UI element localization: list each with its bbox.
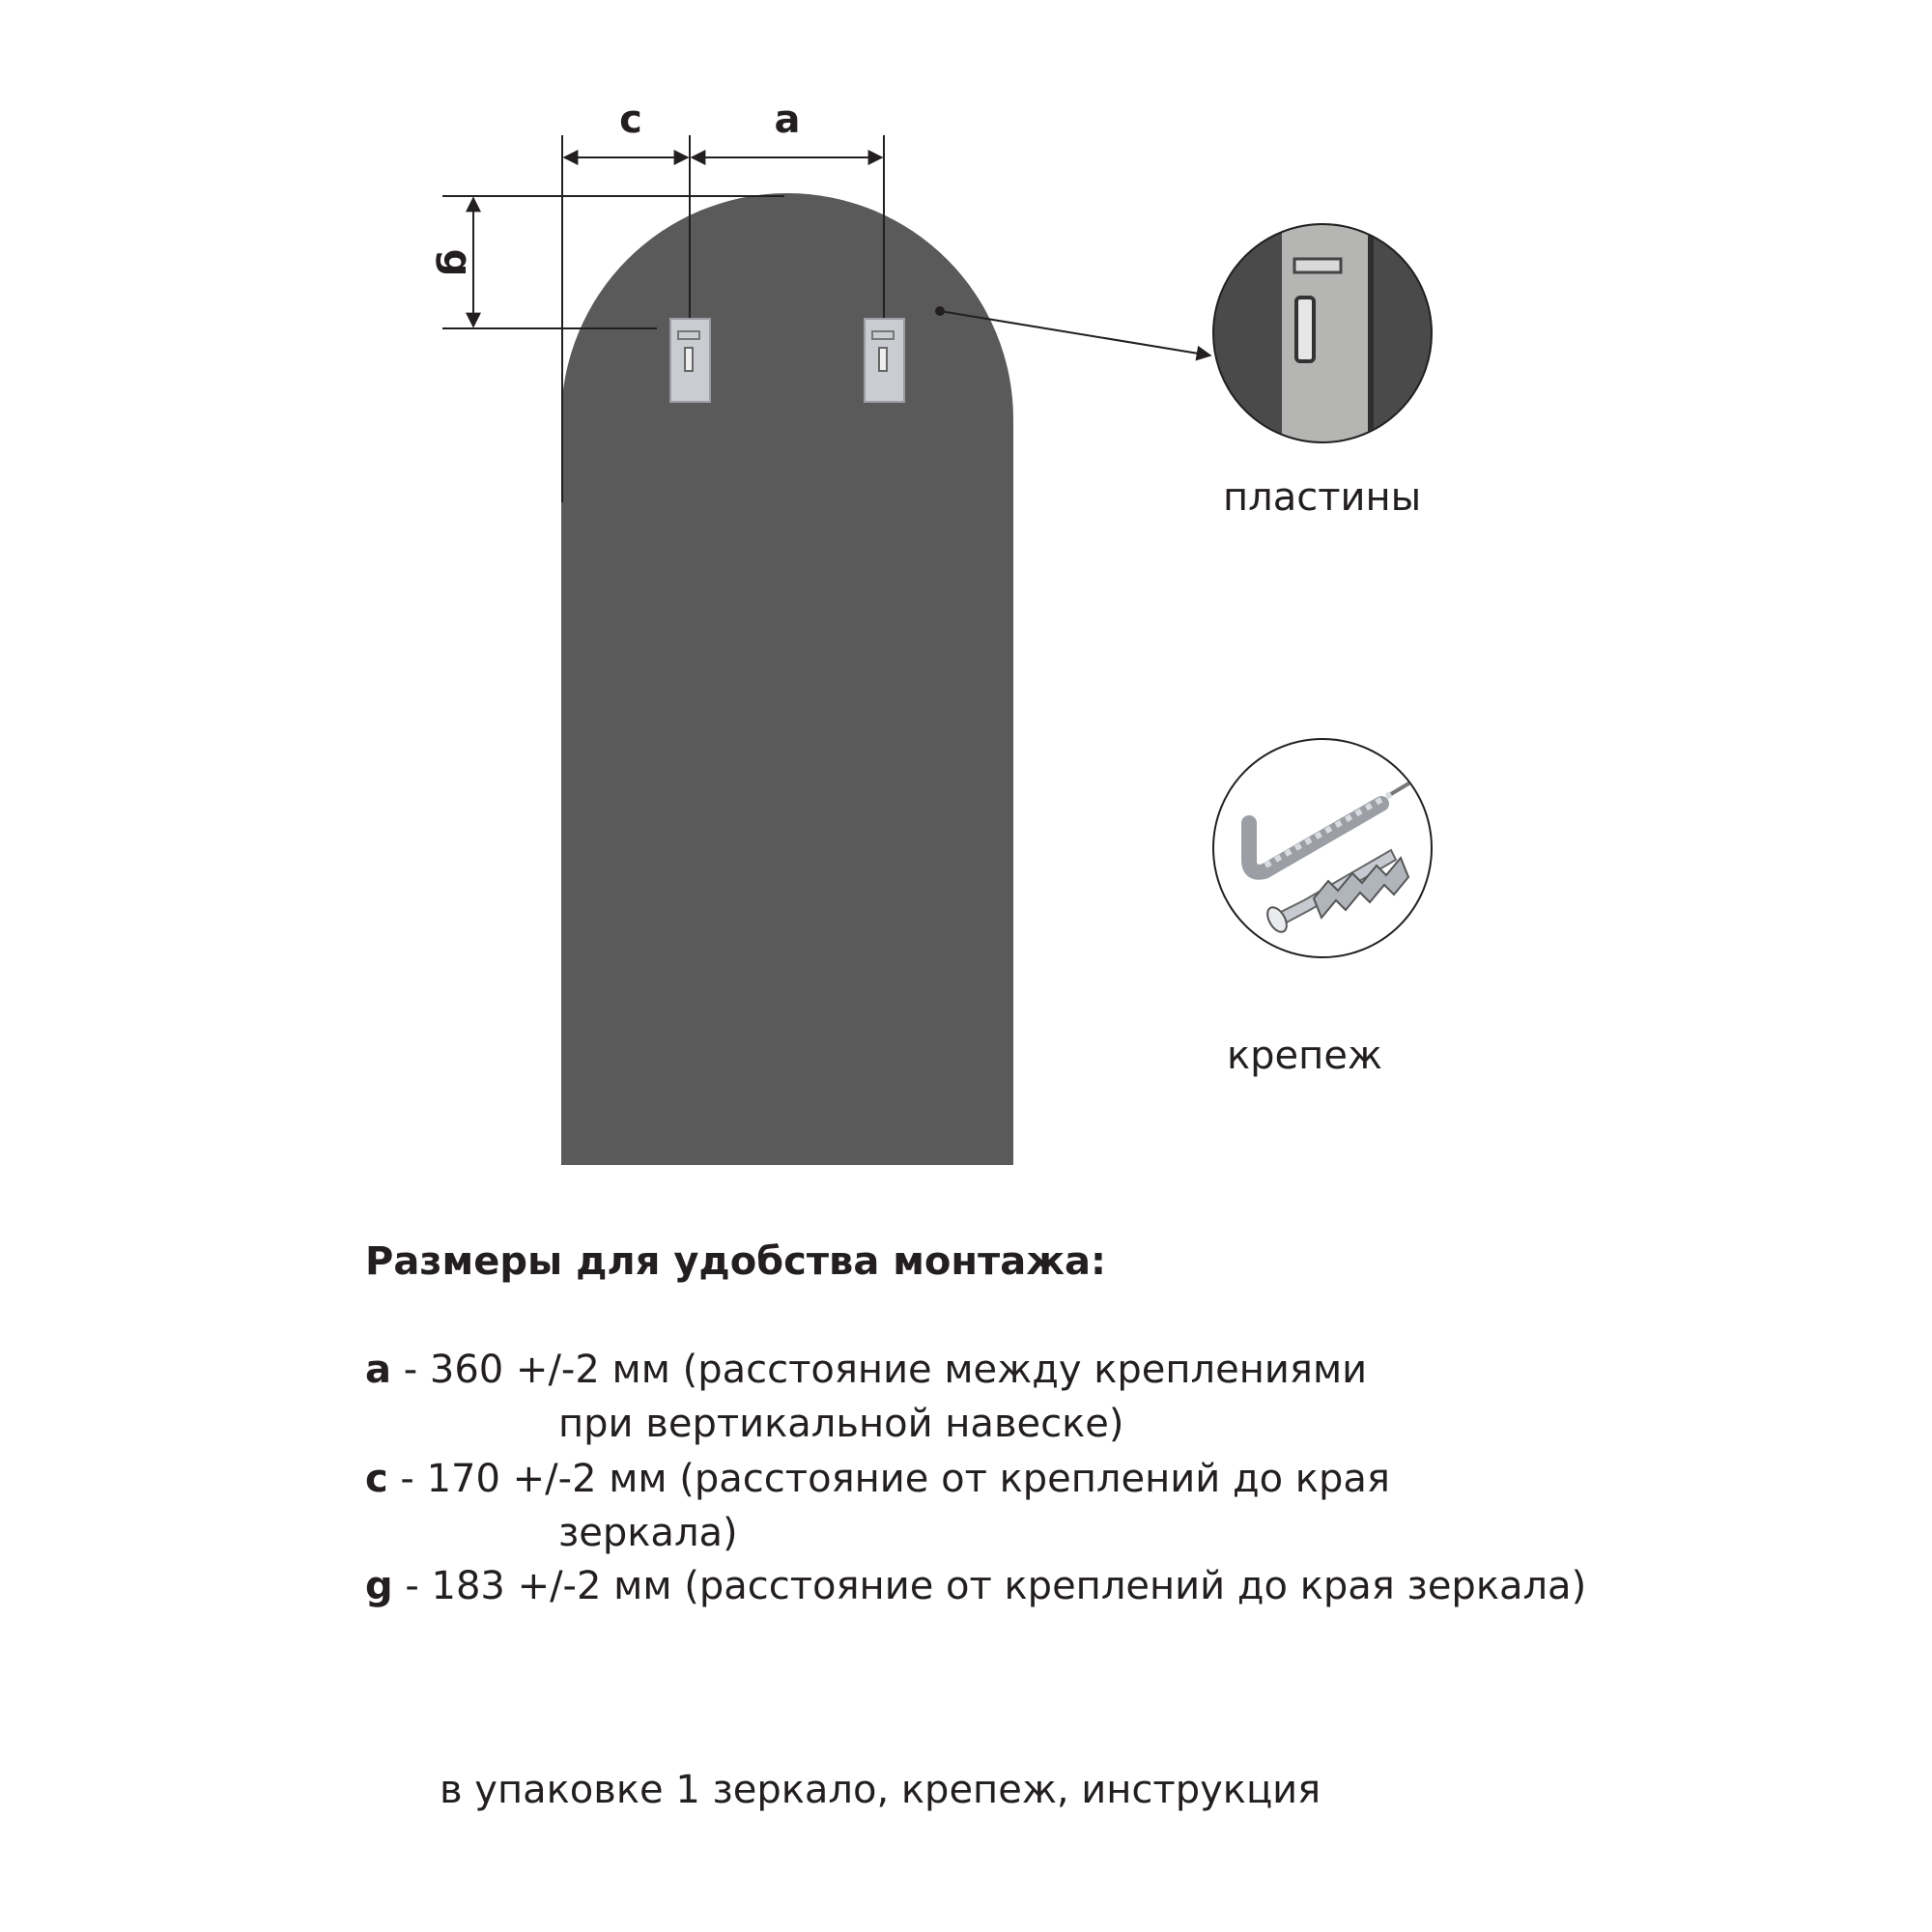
dim-label-a: a	[774, 98, 801, 142]
plates-label: пластины	[1223, 475, 1422, 520]
dim-label-g: g	[435, 248, 479, 277]
spec-text: - 170 +/-2 мм (расстояние от креплений до края	[387, 1457, 1390, 1501]
spec-key: c	[365, 1457, 388, 1501]
spec-key: g	[365, 1564, 393, 1608]
specs-heading: Размеры для удобства монтажа:	[365, 1239, 1107, 1284]
spec-item-g	[365, 1559, 1586, 1613]
mounting-plate-right	[865, 319, 904, 402]
fasteners-label: крепеж	[1227, 1034, 1382, 1078]
spec-key: a	[365, 1348, 391, 1392]
spec-continuation: зеркала)	[558, 1511, 738, 1555]
spec-item-c	[365, 1452, 1390, 1560]
mounting-plate-left	[670, 319, 710, 402]
spec-text: - 183 +/-2 мм (расстояние от креплений до края зеркала)	[392, 1564, 1587, 1608]
arched-mirror	[561, 193, 1013, 1165]
fasteners-callout-image	[1213, 739, 1432, 957]
package-note: в упаковке 1 зеркало, крепеж, инструкция	[440, 1768, 1321, 1812]
spec-continuation: при вертикальной навеске)	[558, 1402, 1124, 1446]
plates-callout-image	[1213, 217, 1432, 449]
dim-label-c: c	[619, 98, 642, 142]
spec-text: - 360 +/-2 мм (расстояние между креплениями	[391, 1348, 1368, 1392]
spec-item-a	[365, 1343, 1367, 1451]
